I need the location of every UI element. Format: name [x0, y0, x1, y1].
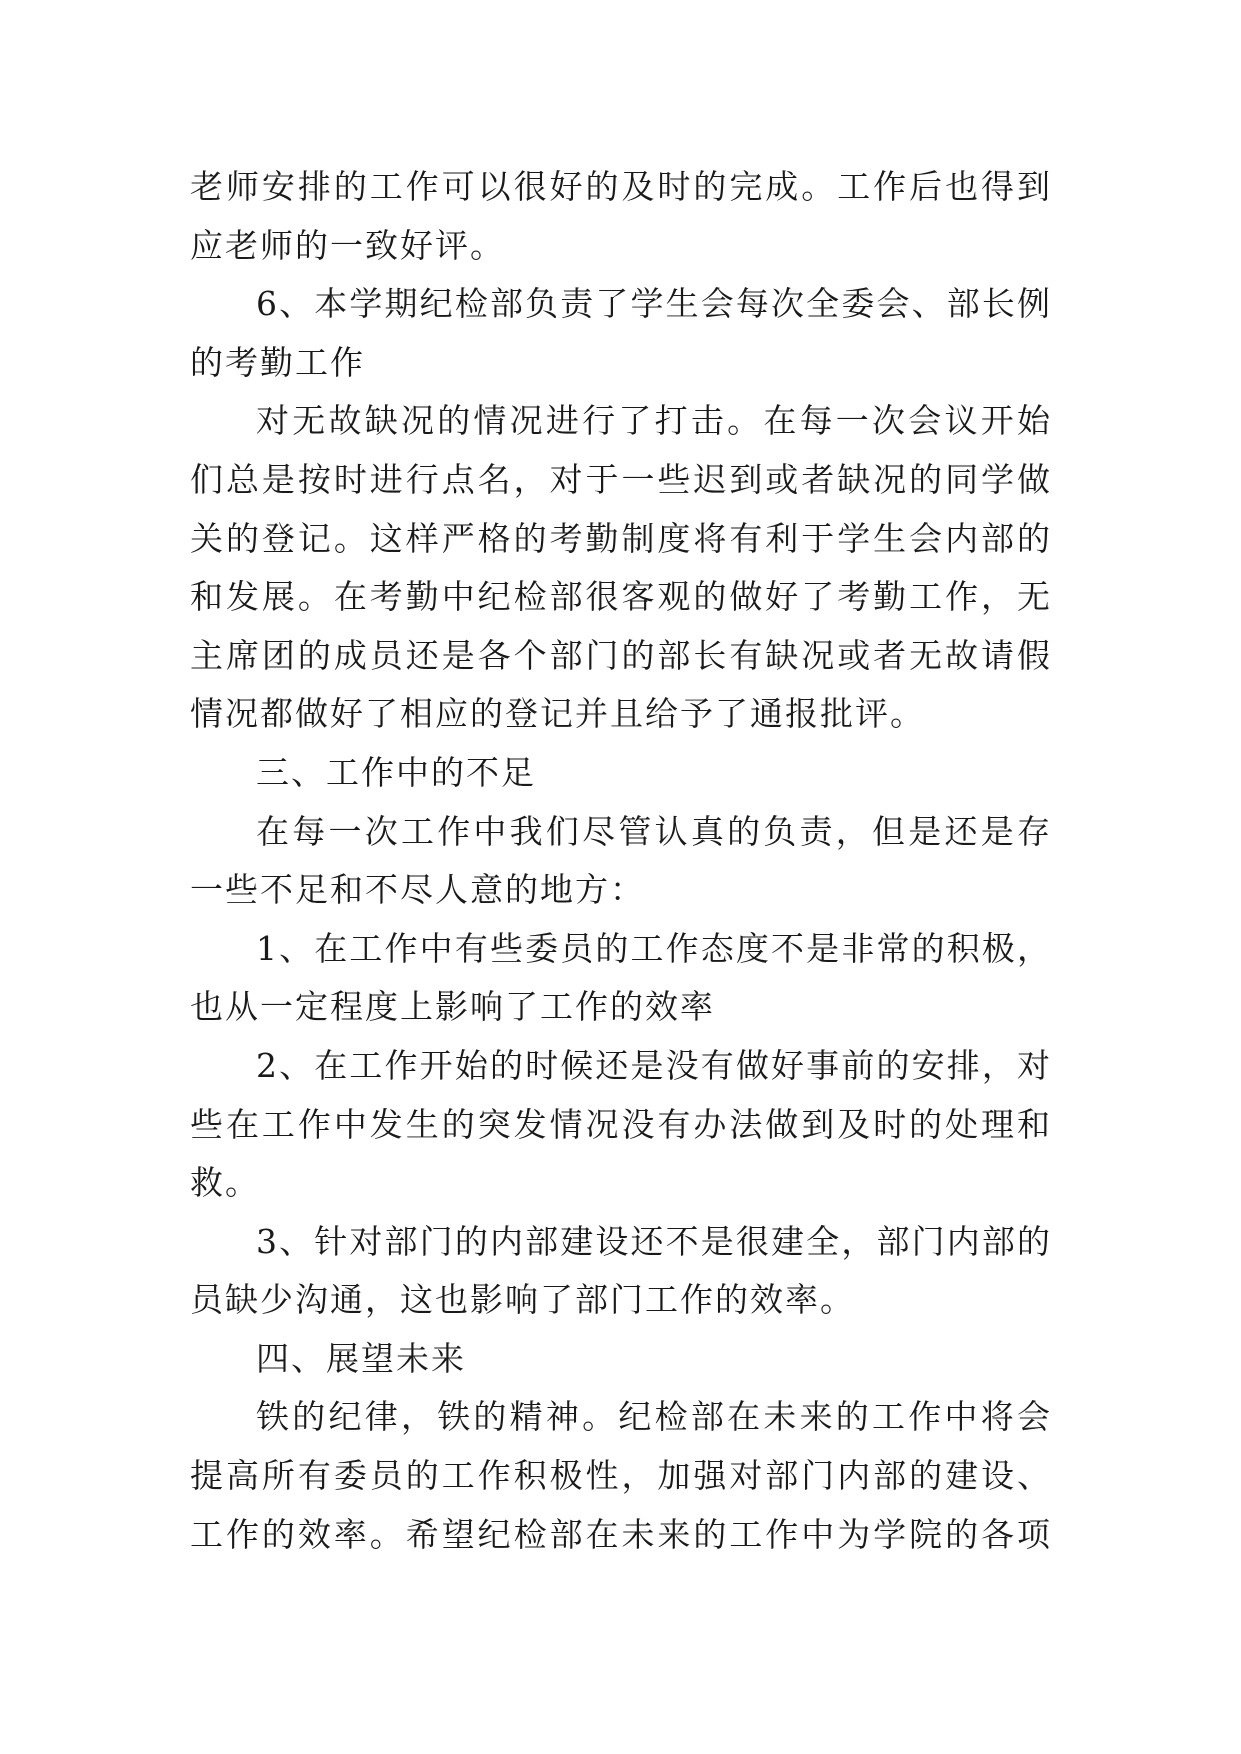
text-line: 老师安排的工作可以很好的及时的完成。工作后也得到	[190, 167, 1052, 206]
text-line: 提高所有委员的工作积极性，加强对部门内部的建设、	[190, 1456, 1052, 1496]
text-line: 四、展望未来	[256, 1338, 466, 1378]
text-line: 2、在工作开始的时候还是没有做好事前的安排，对	[256, 1045, 1052, 1085]
text-line: 在每一次工作中我们尽管认真的负责，但是还是存	[256, 811, 1052, 851]
text-line: 应老师的一致好评。	[190, 225, 505, 265]
text-line: 主席团的成员还是各个部门的部长有缺况或者无故请假	[190, 635, 1052, 675]
text-line: 救。	[190, 1163, 260, 1203]
text-line: 工作的效率。希望纪检部在未来的工作中为学院的各项	[190, 1514, 1052, 1554]
text-line: 些在工作中发生的突发情况没有办法做到及时的处理和	[190, 1104, 1052, 1144]
text-line: 1、在工作中有些委员的工作态度不是非常的积极，	[256, 928, 1052, 968]
text-line: 情况都做好了相应的登记并且给予了通报批评。	[190, 694, 925, 734]
text-line: 三、工作中的不足	[256, 752, 536, 792]
text-line: 也从一定程度上影响了工作的效率	[190, 987, 715, 1027]
text-line: 员缺少沟通，这也影响了部门工作的效率。	[190, 1280, 855, 1320]
text-line: 6、本学期纪检部负责了学生会每次全委会、部长例	[256, 284, 1052, 324]
text-line: 一些不足和不尽人意的地方：	[190, 870, 645, 910]
document-body	[190, 158, 1052, 1564]
text-line: 和发展。在考勤中纪检部很客观的做好了考勤工作，无	[190, 577, 1052, 617]
text-line: 的考勤工作	[190, 342, 365, 382]
text-line: 对无故缺况的情况进行了打击。在每一次会议开始	[256, 401, 1052, 441]
text-line: 们总是按时进行点名，对于一些迟到或者缺况的同学做	[190, 459, 1052, 499]
text-line: 3、针对部门的内部建设还不是很建全，部门内部的	[256, 1221, 1052, 1261]
text-line: 关的登记。这样严格的考勤制度将有利于学生会内部的	[190, 518, 1052, 558]
text-line: 铁的纪律，铁的精神。纪检部在未来的工作中将会	[256, 1397, 1052, 1437]
